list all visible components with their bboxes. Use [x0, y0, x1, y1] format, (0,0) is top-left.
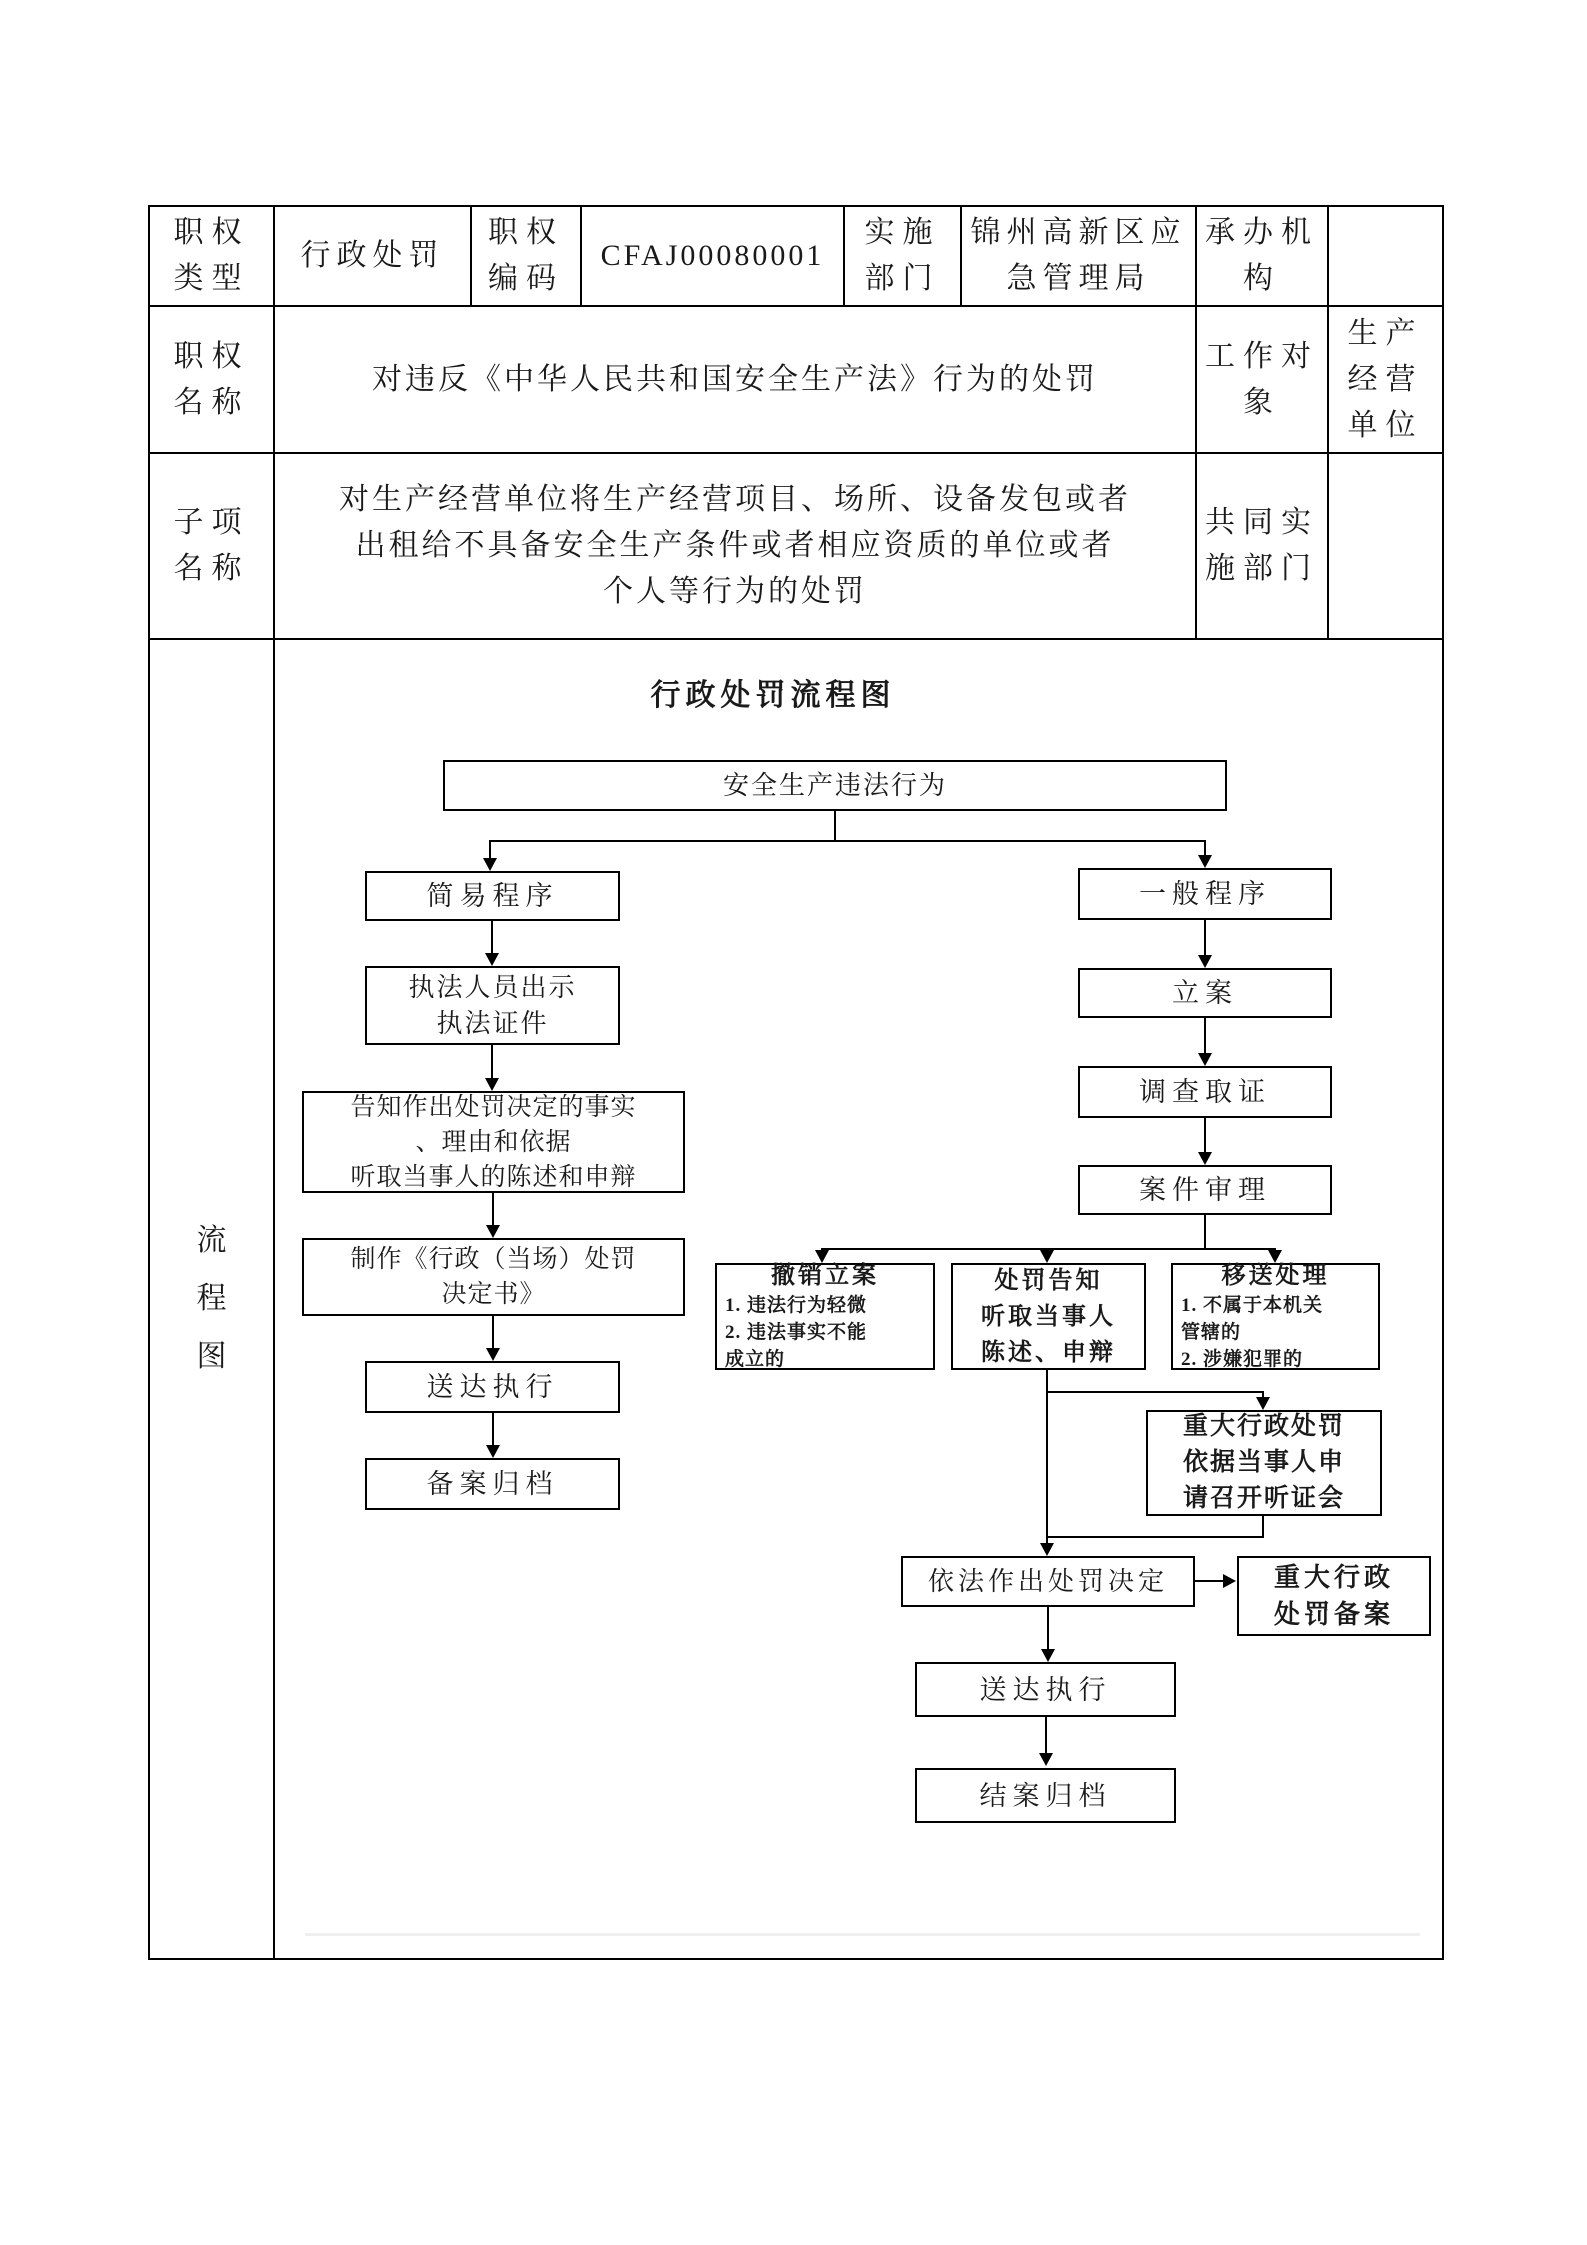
node-close-archive: 结案归档	[915, 1768, 1176, 1823]
table-row	[149, 206, 1443, 306]
connector-line	[1046, 1536, 1264, 1538]
arrowhead-down-icon	[486, 1225, 500, 1238]
arrowhead-right-icon	[1223, 1574, 1236, 1588]
node-issue-decision: 依法作出处罚决定	[901, 1556, 1195, 1607]
node-deliver-execute-simple: 送达执行	[365, 1361, 620, 1413]
cell-work-target-value: 生产经营单位	[1328, 306, 1443, 453]
node-line: 1. 不属于本机关	[1181, 1295, 1324, 1316]
node-show-credentials	[365, 966, 620, 1045]
connector-line	[1046, 1391, 1264, 1393]
connector-line	[1204, 1018, 1206, 1054]
node-major-penalty-record	[1237, 1556, 1431, 1636]
subitem-line: 个人等行为的处罚	[603, 575, 867, 608]
cell-implementing-dept-label: 实施部门	[844, 206, 961, 306]
node-transfer-handling	[1171, 1263, 1380, 1370]
connector-line	[1045, 1717, 1047, 1754]
connector-line	[492, 1413, 494, 1445]
node-case-review: 案件审理	[1078, 1165, 1332, 1215]
connector-line	[1204, 840, 1206, 856]
scan-artifact-line	[305, 1933, 1420, 1936]
cell-authority-name-label: 职权名称	[149, 306, 274, 453]
node-line: 制作《行政（当场）处罚	[350, 1246, 637, 1273]
node-line: 管辖的	[1181, 1322, 1242, 1343]
node-simple-procedure: 简易程序	[365, 871, 620, 921]
cell-handling-org-value	[1328, 206, 1443, 306]
node-line: 成立的	[725, 1349, 786, 1370]
cell-implementing-dept-value: 锦州高新区应急管理局	[961, 206, 1196, 306]
arrowhead-down-icon	[483, 858, 497, 871]
arrowhead-down-icon	[1039, 1753, 1053, 1766]
arrowhead-down-icon	[486, 1348, 500, 1361]
node-deliver-execute-general: 送达执行	[915, 1662, 1176, 1717]
connector-line	[489, 840, 491, 859]
node-line: 、理由和依据	[415, 1128, 572, 1156]
node-line: 处罚备案	[1273, 1600, 1394, 1629]
node-line: 听取当事人	[981, 1303, 1116, 1330]
cell-authority-type-value: 行政处罚	[274, 206, 471, 306]
connector-line	[489, 840, 1205, 842]
node-line: 1. 违法行为轻微	[725, 1295, 868, 1316]
node-line: 2. 违法事实不能	[725, 1322, 868, 1343]
connector-line	[1046, 1370, 1048, 1551]
subitem-line: 对生产经营单位将生产经营项目、场所、设备发包或者	[339, 483, 1131, 516]
node-inform-facts	[302, 1091, 685, 1193]
table-row	[149, 306, 1443, 453]
connector-line	[1195, 1580, 1224, 1582]
connector-line	[492, 1316, 494, 1348]
connector-line	[1262, 1516, 1264, 1538]
cell-flowchart-area	[274, 639, 1443, 1959]
arrowhead-down-icon	[486, 1445, 500, 1458]
node-title: 移送处理	[1221, 1263, 1330, 1289]
node-start: 安全生产违法行为	[443, 760, 1227, 811]
arrowhead-down-icon	[1198, 855, 1212, 868]
subitem-line: 出租给不具备安全生产条件或者相应资质的单位或者	[355, 529, 1115, 562]
cell-work-target-label: 工作对象	[1196, 306, 1328, 453]
cell-subitem-name-value	[274, 453, 1196, 639]
cell-authority-type-label: 职权类型	[149, 206, 274, 306]
arrowhead-down-icon	[1041, 1649, 1055, 1662]
node-line: 依据当事人申	[1182, 1449, 1345, 1476]
connector-line	[834, 811, 836, 841]
table-row	[149, 639, 1443, 1959]
flowchart	[283, 641, 1434, 1957]
arrowhead-down-icon	[1198, 1152, 1212, 1165]
connector-line	[491, 921, 493, 954]
node-record-archive: 备案归档	[365, 1458, 620, 1510]
flowchart-label-text: 流程图	[196, 1224, 227, 1373]
arrowhead-down-icon	[1040, 1543, 1054, 1556]
node-major-penalty-hearing	[1146, 1410, 1382, 1516]
connector-line	[1204, 920, 1206, 956]
arrowhead-down-icon	[1198, 955, 1212, 968]
table-row	[149, 453, 1443, 639]
node-case-filing: 立案	[1078, 968, 1332, 1018]
node-line: 执法证件	[436, 1008, 549, 1038]
authority-info-table	[148, 205, 1444, 1960]
connector-line	[492, 1193, 494, 1225]
arrowhead-down-icon	[1040, 1250, 1054, 1263]
node-line: 2. 涉嫌犯罪的	[1181, 1349, 1304, 1370]
cell-joint-dept-value	[1328, 453, 1443, 639]
flowchart-title: 行政处罚流程图	[650, 679, 896, 712]
node-make-onsite-decision	[302, 1238, 685, 1316]
connector-line	[1047, 1607, 1049, 1650]
node-title: 撤销立案	[771, 1263, 879, 1289]
cell-subitem-name-label: 子项名称	[149, 453, 274, 639]
node-line: 重大行政处罚	[1182, 1413, 1345, 1440]
cell-handling-org-label: 承办机构	[1196, 206, 1328, 306]
node-line: 重大行政	[1273, 1563, 1394, 1592]
node-penalty-notice	[951, 1263, 1146, 1370]
arrowhead-down-icon	[485, 953, 499, 966]
arrowhead-down-icon	[1198, 1053, 1212, 1066]
node-line: 请召开听证会	[1182, 1485, 1345, 1512]
node-line: 决定书》	[441, 1281, 546, 1308]
cell-flowchart-label	[149, 639, 274, 1959]
node-investigate: 调查取证	[1078, 1066, 1332, 1118]
connector-line	[1204, 1215, 1206, 1250]
cell-authority-name-value: 对违反《中华人民共和国安全生产法》行为的处罚	[274, 306, 1196, 453]
node-cancel-filing	[715, 1263, 935, 1370]
cell-authority-code-value: CFAJ00080001	[581, 206, 844, 306]
node-general-procedure: 一般程序	[1078, 868, 1332, 920]
node-line: 告知作出处罚决定的事实	[350, 1093, 637, 1121]
node-line: 执法人员出示	[408, 972, 577, 1002]
connector-line	[1204, 1118, 1206, 1153]
cell-joint-dept-label: 共同实施部门	[1196, 453, 1328, 639]
node-line: 听取当事人的陈述和申辩	[350, 1163, 637, 1191]
cell-authority-code-label: 职权编码	[471, 206, 581, 306]
node-line: 处罚告知	[994, 1267, 1103, 1294]
connector-line	[491, 1045, 493, 1078]
node-line: 陈述、申辩	[981, 1339, 1116, 1366]
